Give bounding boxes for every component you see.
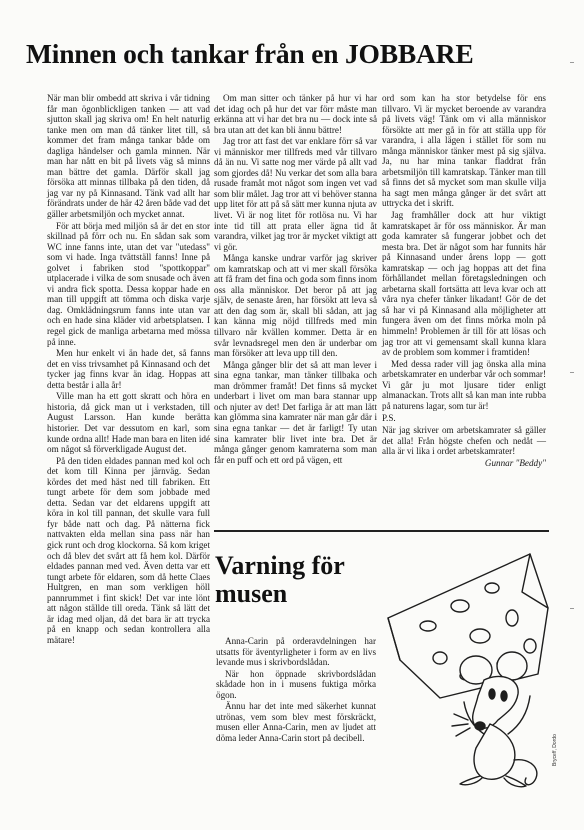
paragraph: Men hur enkelt vi än hade det, så fanns det en viss trivsamhet på Kinnasand och det tycker jag finns kvar än idag. Hoppas att detta består i alla år! xyxy=(47,348,210,390)
edge-mark xyxy=(570,62,574,63)
mouse-cheese-illustration xyxy=(380,548,556,798)
paragraph: Anna-Carin på orderavdelningen har utsatts för äventyrligheter i form av en livs levande mus i skrivbordslådan. xyxy=(216,636,376,668)
headline: Minnen och tankar från en JOBBARE xyxy=(26,38,474,69)
edge-mark xyxy=(570,372,574,373)
paragraph: Med dessa rader vill jag önska alla mina arbetskamrater en underbar vår och sommar! Vi går ju mot ljusare tider enligt almanackan. Trots allt så kan man inte rubba på naturens lagar, som tur är! xyxy=(382,358,546,411)
paragraph: Ville man ha ett gott skratt och höra en historia, då gick man ut i verkstaden, till August Larsson. Han kunde berätta historier. Det var dessutom en karl, som kunde ordna allt! Hade man bara en liten idé om något så förverkligade August det. xyxy=(47,391,210,455)
paragraph: För att börja med miljön så är det en stor skillnad på förr och nu. En sådan sak som WC inne fanns inte, utan det var "utedass" som vi hade. Inga tvättställ fanns! Inne på golvet i fabriken stod "spottkoppar" utplacerade i vilka de som snusade och även vi andra fick spotta. Dessa koppar hade en man till uppgift att tömma och diska varje dag. Omklädningsrum fanns inte utan var och en hade sina kläder vid arbetsplatsen. I regel gick de manliga arbetarna med mössa på inne. xyxy=(47,220,210,347)
mouse-body xyxy=(474,724,515,779)
illustration-credit: Bryceff, Dordo xyxy=(552,734,558,766)
paragraph: Många kanske undrar varför jag skriver om kamratskap och att vi mer skall försöka att få fram det fina och goda som finns inom oss alla människor. Det beror på att jag själv, de senaste åren, har försökt att leva så att den dag som är, skall bli sådan, att jag kan känna mig nöjd tillfreds med min tillvaro när kvällen kommer. Detta är en svår levnadsregel men den är underbar om man försöker att leva upp till den. xyxy=(214,253,377,359)
author-signature: Gunnar "Beddy" xyxy=(484,457,546,468)
article2-headline xyxy=(215,552,375,608)
article2-headline-line2: musen xyxy=(215,579,288,608)
article-column-3 xyxy=(382,93,546,468)
article2-body xyxy=(216,636,376,743)
paragraph: Ännu har det inte med säkerhet kunnat utrönas, vem som blev mest förskräckt, musen eller Anna-Carin, men av ljudet att döma leder Anna-Carin stort på decibell. xyxy=(216,701,376,743)
paragraph: Om man sitter och tänker på hur vi har det idag och på hur det var förr måste man erkänna att vi har det bra nu — dock inte så bra utan att det kan bli ännu bättre! xyxy=(214,93,377,135)
paragraph: Jag framhåller dock att hur viktigt kamratskapet är för oss människor. Är man goda kamrater så fungerar jobbet och det mesta bra. Det är något som har funnits här på Kinnasand under årens lopp — gott kamratskap — och jag hoppas att det fina förhållandet mellan företagsledningen och arbetarna skall fortsätta att leva kvar och att våra nya chefer tänker likadant! Gör de det så har vi på Kinnasand alla möjligheter att fungera även om det finns mörka moln på himmeln! Problemen är till för att lösas och jag tror att vi gemensamt skall kunna klara av de problem som kommer i framtiden! xyxy=(382,210,546,358)
article2-headline-line1: Varning för xyxy=(215,551,345,580)
section-divider xyxy=(214,530,549,532)
paragraph: ord som kan ha stor betydelse för ens tillvaro. Vi är mycket beroende av varandra på livets väg! Tänk om vi alla människor försökte att mer gå in för att ställa upp för varandra, i alla lägen i stället för som nu många människor tänker mest på sig själva. Ja, nu har mina tankar fladdrat från arbetsmiljön till kamratskap. Tänker man till så finns det så mycket som man skulle vilja ha sagt men många gånger är det svårt att uttrycka det i skrift. xyxy=(382,93,546,209)
paragraph: Många gånger blir det så att man lever i sina egna tankar, man tänker tillbaka och man drömmer framåt! Det finns så mycket underbart i livet om man bara stannar upp och njuter av det! Det farliga är att man lätt kan glömma sina kamrater när man går där i sina egna tankar — det är farligt! Ty utan sina kamrater blir livet inte bra. Det är många gånger genom kamraterna som man får en puff och ett ord på vägen, ett xyxy=(214,359,377,465)
ps-text: När jag skriver om arbetskamrater så gäller det alla! Från högste chefen och nedåt — alla är vi lika i ordet arbetskamrater! xyxy=(382,424,546,457)
ps-label: P.S. xyxy=(382,413,396,424)
edge-mark xyxy=(570,608,574,609)
article-column-2 xyxy=(214,93,377,465)
paragraph: På den tiden eldades pannan med kol och det kom till Kinna per järnväg. Sedan kördes det med häst ned till fabriken. Ett tungt arbete för dem som jobbade med detta. Sedan var det eldarens uppgift att köra in kol till pannan, det skulle vara full fyr både natt och dag. På nätterna fick nattvakten elda mellan sina pass när han gick runt och drog klockorna. Så kom kriget och då blev det svårt att få hem kol. Därför eldades pannan med ved. Även detta var ett tungt arbete för eldaren, som då hette Claes Hultgren, en man som verkligen höll pannrummet i fint skick! Det var inte lönt att någon ställde till oreda. Tänk så lätt det är idag med oljan, då det bara är att trycka på en knapp och sedan kontrollera alla mätare! xyxy=(47,455,210,645)
paragraph: När hon öppnade skrivbordslådan skådade hon in i musens fuktiga mörka ögon. xyxy=(216,668,376,700)
paragraph: Jag tror att fast det var enklare förr så var vi människor mer tillfreds med vår tillvaro då än nu. Vi satte nog mer värde på allt vad som gjordes då! Nu verkar det som alla bara rusade framåt mot något som ingen vet vad som blir målet. Jag tror att vi behöver stanna upp litet för att på så sätt mer kunna njuta av livet. Vi är nog litet för rotlösa nu. Vi har inte tid till att prata eller ägna tid åt varandra, vilket jag tror är mycket viktigt att vi gör. xyxy=(214,136,377,252)
paragraph: När man blir ombedd att skriva i vår tidning får man ögonblickligen tanken — att vad sjutton skall jag skriva om! En helt naturlig tanke men om man då tänker litet till, så kommer det fram många tankar både om dagliga händelser och gamla minnen. När man har nått en bit på livets väg så minns man bättre det gamla. Därför skall jag försöka att minnas tillbaka på den tiden, då jag var ny på Kinnasand. Tänk vad allt har förändrats under de här 42 åren både vad det gäller arbetsmiljön och mycket annat. xyxy=(47,93,210,220)
article-column-1 xyxy=(47,93,210,645)
